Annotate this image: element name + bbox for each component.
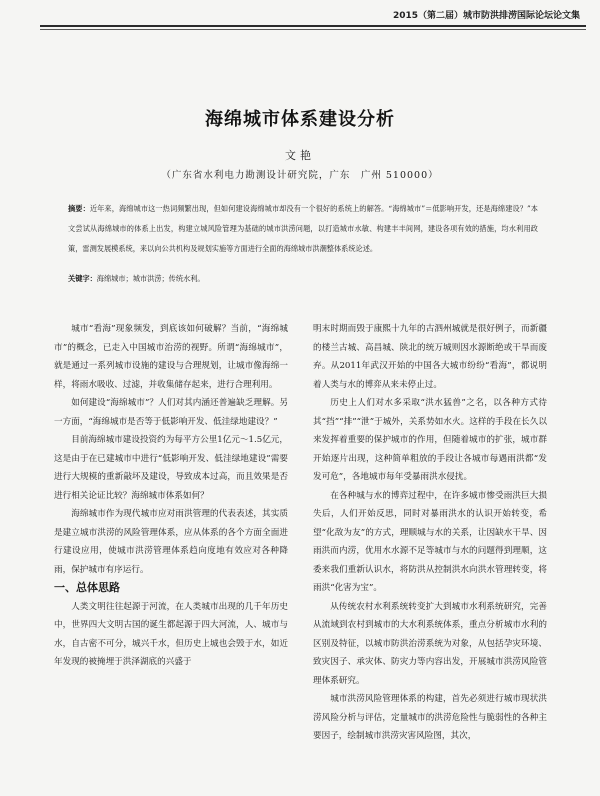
author-affiliation: （广东省水利电力勘测设计研究院，广东 广州 510000） [161, 170, 439, 181]
abstract-label: 摘要： [68, 204, 90, 213]
paragraph: 在各种城与水的博弈过程中，在许多城市惨受雨洪巨大损失后，人们开始反思，同时对暴雨洪水的认识开始转变，希望“化敌为友”的方式，理顺城与水的关系，让因缺水干旱、因雨洪而内涝，优用水水源不足等城市与水的问题得到理顺，这委来我们重新认识水，将防洪从控制洪水向洪水管理转变，将雨洪“化害为宝”。 [313, 490, 547, 593]
paragraph: 城市洪涝风险管理体系的构建，首先必须进行城市现状洪涝风险分析与评估，定量城市的洪涝危险性与脆弱性的各种主要因子，绘制城市洪涝灾害风险图，其次， [313, 694, 547, 741]
paragraph: 人类文明往往起源于河流，在人类城市出现的几千年历史中，世界四大文明古国的诞生都起源于四大河流，人、城市与水，自古密不可分，城兴千水，但历史上城也会毁于水，如近年发现的被掩埋于洪泽湖底的兴盛于 [54, 601, 288, 667]
header-rule-thin [40, 29, 586, 30]
body-column-right [313, 320, 547, 746]
paragraph: 城市“看海”现象频发，到底该如何破解？当前，“海绵城市”的概念，已走入中国城市治涝的视野。所谓“海绵城市”，就是通过一系列城市设施的建设与合理规划，让城市像海绵一样，将雨水吸收、过滤，并收集储存起来，进行合理利用。 [54, 324, 288, 390]
paragraph: 明末时期而毁于康熙十九年的古泗州城就是很好例子，而新疆的楼兰古城、高昌城、陕北的统万城则因水源断绝或干旱而废弃。从2011年武汉开始的中国各大城市纷纷“看海”，都说明着人类与水的博弈从来未停止过。 [313, 324, 547, 390]
article-title: 海绵城市体系建设分析 [205, 109, 395, 130]
keywords-label: 关键字： [68, 274, 97, 283]
keywords-text: 海绵城市；城市洪涝；传统水利。 [96, 274, 205, 283]
abstract-text: 近年来，海绵城市这一热词频繁出现，但如何建设海绵城市却没有一个很好的系统上的解答。“海绵城市”＝低影响开发，还是海绵建设？”本文尝试从海绵城市的体系上出发，构建立城风险管理为基础的城市洪涝问题，以打造城市水敏、构建丰丰间网，建设各项有效的措施，均水利用政策，雷测发展模系统，来以向公共机构及规划实施等方面进行全面的海绵城市洪潮整体系统论述。 [68, 204, 538, 253]
author-name: 文艳 [285, 149, 315, 162]
running-header: 2015（第二届）城市防洪排涝国际论坛论文集 [392, 11, 580, 21]
header-rule [40, 25, 586, 27]
paragraph: 如何建设“海绵城市”？人们对其内涵还普遍缺乏理解。另一方面，“海绵城市是否等于低影响开发、低洼绿地建设？” [54, 398, 288, 427]
paragraph: 历史上人们对水多采取“洪水猛兽”之名，以各种方式待其“挡”“排”“泄”于城外，关系势如水火。这样的手段在长久以来发挥着重要的保护城市的作用，但随着城市的扩张，城市群开始逐片出现，这种简单粗放的手段让各城市每遇雨洪都“发发可危”，各地城市每年受暴雨洪水侵扰。 [313, 398, 547, 482]
paragraph: 海绵城市作为现代城市应对雨洪管理的代表表述，其实质是建立城市洪涝的风险管理体系，应从体系的各个方面全面进行建设应用，使城市洪涝管理体系趋向度地有效应对各种降雨，保护城市有序运行。 [54, 509, 288, 575]
abstract [68, 199, 538, 259]
body-column-left [54, 320, 288, 672]
keywords [68, 272, 538, 286]
paragraph: 目前海绵城市建设投资约为每平方公里1亿元～1.5亿元，这是由于在已建城市中进行“低影响开发、低洼绿地建设”需要进行大规模的重新敲坏及建设，导致成本过高，而且效果是否进行相关论证比较？海绵城市体系如何？ [54, 435, 288, 501]
paragraph: 从传统农村水利系统转变扩大到城市水利系统研究，完善从流域到农村到城市的大水利系统体系，重点分析城市水利的区别及特征，以城市防洪治涝系统为对象，从包括孕灾环境、致灾因子、承灾体、防灾力等内容出发，开展城市洪涝风险管理体系研究。 [313, 601, 547, 686]
section-heading: 一、总体思路 [54, 581, 120, 594]
